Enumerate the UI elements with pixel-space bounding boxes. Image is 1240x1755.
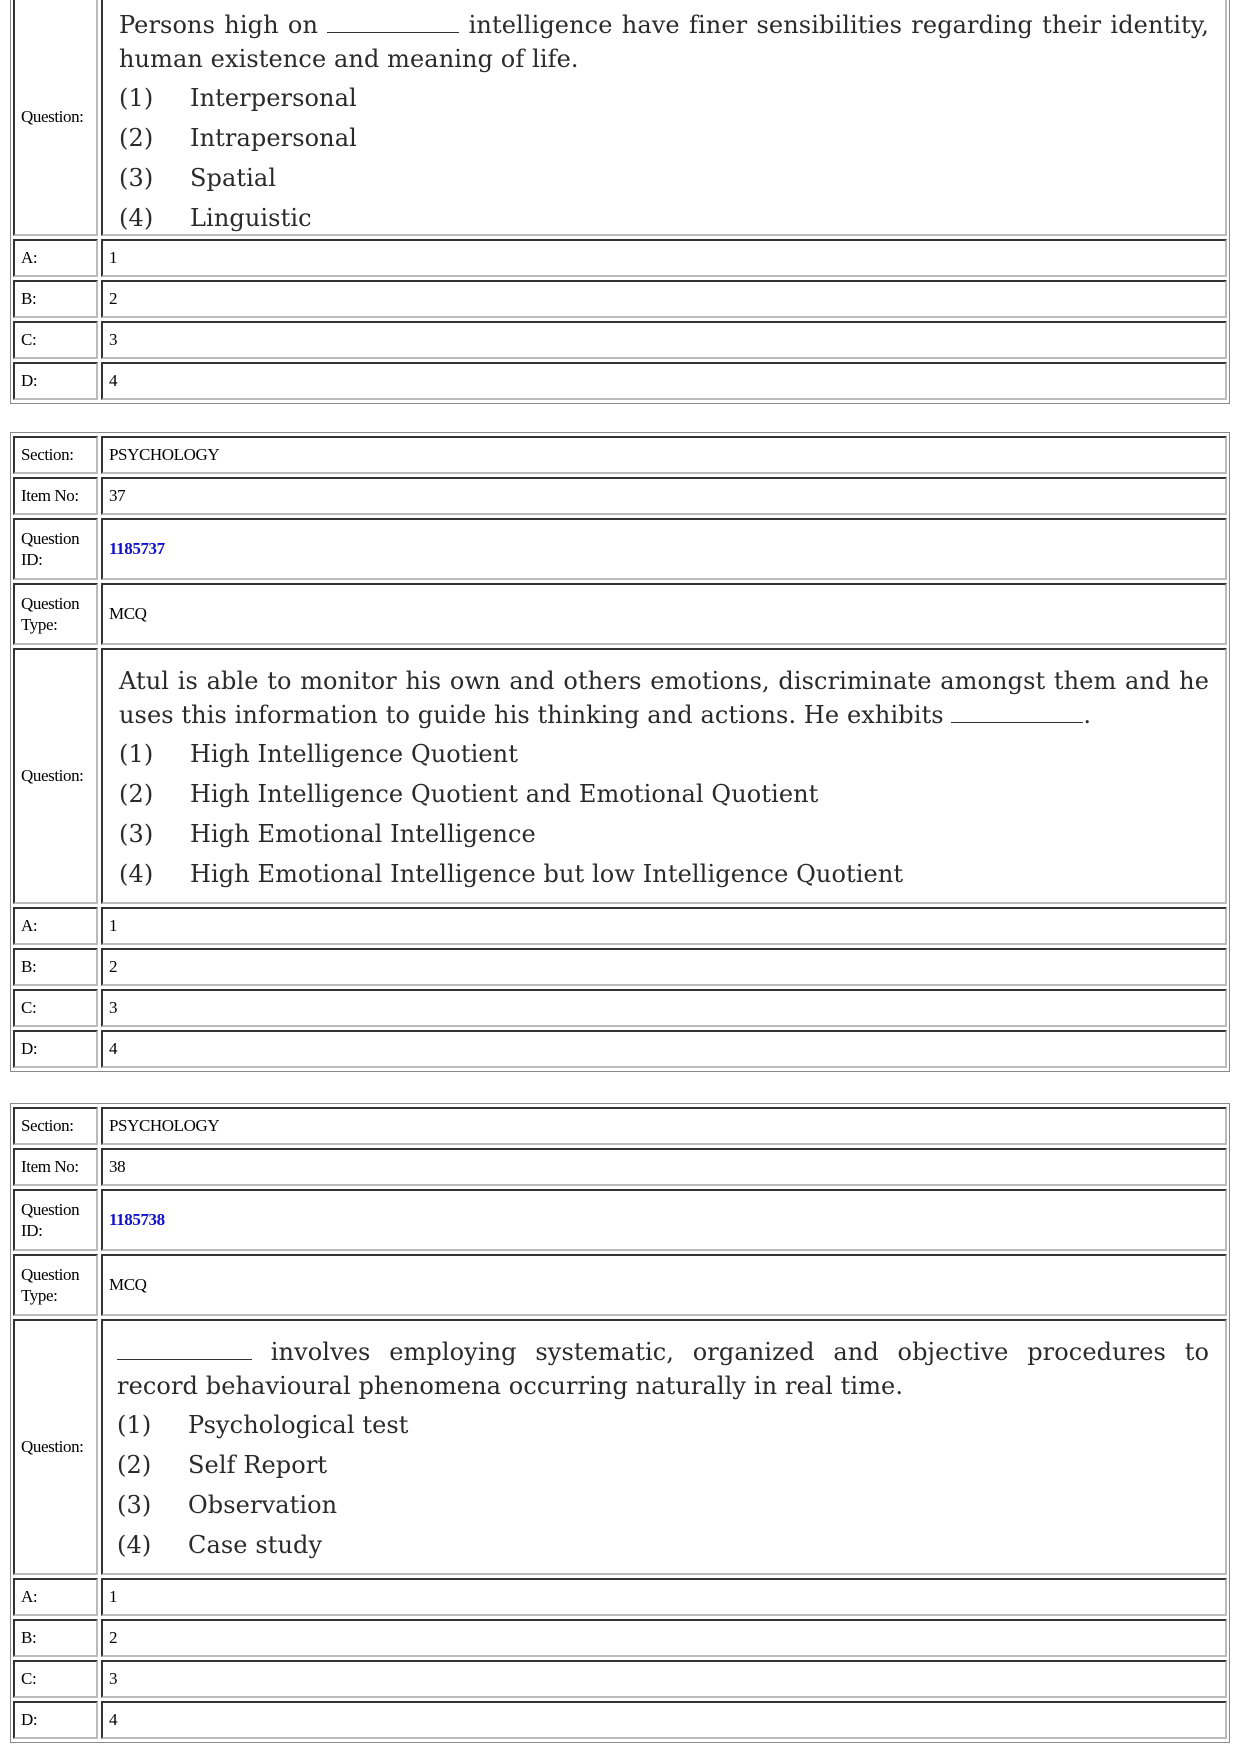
option-1 <box>117 1405 1209 1445</box>
question-id-value: 1185738 <box>109 1210 165 1229</box>
answer-value: 2 <box>101 280 1227 318</box>
option-text: Case study <box>188 1531 323 1559</box>
answer-label: D: <box>13 362 98 400</box>
answer-row-d <box>13 1701 1227 1739</box>
stem-after: . <box>1083 701 1092 729</box>
answer-value: 1 <box>101 1578 1227 1616</box>
option-number: (1) <box>117 1411 152 1439</box>
answer-row-b <box>13 948 1227 986</box>
question-type-label: Question Type: <box>13 583 98 645</box>
option-text: Observation <box>188 1491 338 1519</box>
option-number: (3) <box>119 820 154 848</box>
question-type-value: MCQ <box>101 583 1227 645</box>
question-id-label: Question ID: <box>13 518 98 580</box>
option-text: Linguistic <box>190 204 312 232</box>
answer-label: B: <box>13 280 98 318</box>
answer-label: C: <box>13 989 98 1027</box>
option-number: (4) <box>119 860 154 888</box>
answer-row-a <box>13 1578 1227 1616</box>
question-text <box>101 0 1227 236</box>
question-block-38 <box>10 1103 1230 1743</box>
answer-row-d <box>13 362 1227 400</box>
answer-value: 3 <box>101 321 1227 359</box>
option-text: Interpersonal <box>190 84 357 112</box>
item-no-row <box>13 1148 1227 1186</box>
item-no-value: 38 <box>101 1148 1227 1186</box>
answer-value: 1 <box>101 239 1227 277</box>
answer-value: 4 <box>101 1701 1227 1739</box>
option-text: Psychological test <box>188 1411 409 1439</box>
question-type-row <box>13 1254 1227 1316</box>
item-no-label: Item No: <box>13 477 98 515</box>
answer-row-b <box>13 1619 1227 1657</box>
fill-in-blank <box>951 700 1083 723</box>
question-type-row <box>13 583 1227 645</box>
answer-value: 4 <box>101 1030 1227 1068</box>
question-block-36 <box>10 0 1230 404</box>
question-block-37 <box>10 432 1230 1072</box>
option-number: (4) <box>119 204 154 232</box>
option-text: Intrapersonal <box>190 124 357 152</box>
option-2 <box>119 118 1209 158</box>
option-number: (1) <box>119 84 154 112</box>
option-2 <box>117 1445 1209 1485</box>
option-number: (1) <box>119 740 154 768</box>
answer-row-c <box>13 321 1227 359</box>
answer-label: D: <box>13 1701 98 1739</box>
answer-label: B: <box>13 948 98 986</box>
question-id-row <box>13 1189 1227 1251</box>
answer-value: 2 <box>101 948 1227 986</box>
answer-row-a <box>13 907 1227 945</box>
question-id-label: Question ID: <box>13 1189 98 1251</box>
question-stem <box>117 1335 1209 1403</box>
question-id-value: 1185737 <box>109 539 165 558</box>
answer-value: 2 <box>101 1619 1227 1657</box>
option-1 <box>119 734 1209 774</box>
stem-before: Atul is able to monitor his own and others emotions, discriminate amongst them and he uses this information to guide his thinking and actions. He exhibits <box>119 667 1209 729</box>
question-type-value: MCQ <box>101 1254 1227 1316</box>
option-4 <box>117 1525 1209 1565</box>
question-stem <box>119 8 1209 76</box>
answer-row-c <box>13 1660 1227 1698</box>
answer-label: A: <box>13 907 98 945</box>
fill-in-blank <box>117 1337 252 1360</box>
question-row <box>13 1319 1227 1575</box>
option-3 <box>119 814 1209 854</box>
answer-label: B: <box>13 1619 98 1657</box>
question-label: Question: <box>13 1319 98 1575</box>
option-1 <box>119 78 1209 118</box>
stem-after: involves employing systematic, organized and objective procedures to record behavioural phenomena occurring naturally in real time. <box>117 1338 1209 1400</box>
answer-label: A: <box>13 239 98 277</box>
question-row <box>13 0 1227 236</box>
option-text: Spatial <box>190 164 277 192</box>
option-text: High Emotional Intelligence but low Intelligence Quotient <box>190 860 904 888</box>
question-id-row <box>13 518 1227 580</box>
answer-label: A: <box>13 1578 98 1616</box>
option-3 <box>119 158 1209 198</box>
answer-value: 1 <box>101 907 1227 945</box>
question-type-label: Question Type: <box>13 1254 98 1316</box>
option-number: (2) <box>119 124 154 152</box>
question-text <box>101 1319 1227 1575</box>
answer-label: D: <box>13 1030 98 1068</box>
answer-label: C: <box>13 321 98 359</box>
option-2 <box>119 774 1209 814</box>
option-3 <box>117 1485 1209 1525</box>
option-text: High Intelligence Quotient <box>190 740 518 768</box>
question-label: Question: <box>13 648 98 904</box>
stem-after: intelligence have finer sensibilities regarding their identity, human existence and meaning of life. <box>119 11 1209 73</box>
option-text: High Intelligence Quotient and Emotional Quotient <box>190 780 819 808</box>
option-number: (4) <box>117 1531 152 1559</box>
option-number: (3) <box>119 164 154 192</box>
option-number: (3) <box>117 1491 152 1519</box>
option-4 <box>119 854 1209 894</box>
section-row <box>13 436 1227 474</box>
fill-in-blank <box>327 10 459 33</box>
option-text: High Emotional Intelligence <box>190 820 536 848</box>
option-4 <box>119 198 1209 238</box>
question-row <box>13 648 1227 904</box>
section-value: PSYCHOLOGY <box>101 436 1227 474</box>
question-text <box>101 648 1227 904</box>
answer-value: 4 <box>101 362 1227 400</box>
section-label: Section: <box>13 1107 98 1145</box>
answer-row-a <box>13 239 1227 277</box>
item-no-value: 37 <box>101 477 1227 515</box>
stem-before: Persons high on <box>119 11 319 39</box>
answer-label: C: <box>13 1660 98 1698</box>
answer-row-d <box>13 1030 1227 1068</box>
question-stem <box>119 664 1209 732</box>
option-text: Self Report <box>188 1451 328 1479</box>
section-row <box>13 1107 1227 1145</box>
item-no-label: Item No: <box>13 1148 98 1186</box>
section-label: Section: <box>13 436 98 474</box>
answer-value: 3 <box>101 989 1227 1027</box>
section-value: PSYCHOLOGY <box>101 1107 1227 1145</box>
question-label: Question: <box>13 0 98 236</box>
option-number: (2) <box>117 1451 152 1479</box>
item-no-row <box>13 477 1227 515</box>
answer-value: 3 <box>101 1660 1227 1698</box>
option-number: (2) <box>119 780 154 808</box>
answer-row-b <box>13 280 1227 318</box>
answer-row-c <box>13 989 1227 1027</box>
